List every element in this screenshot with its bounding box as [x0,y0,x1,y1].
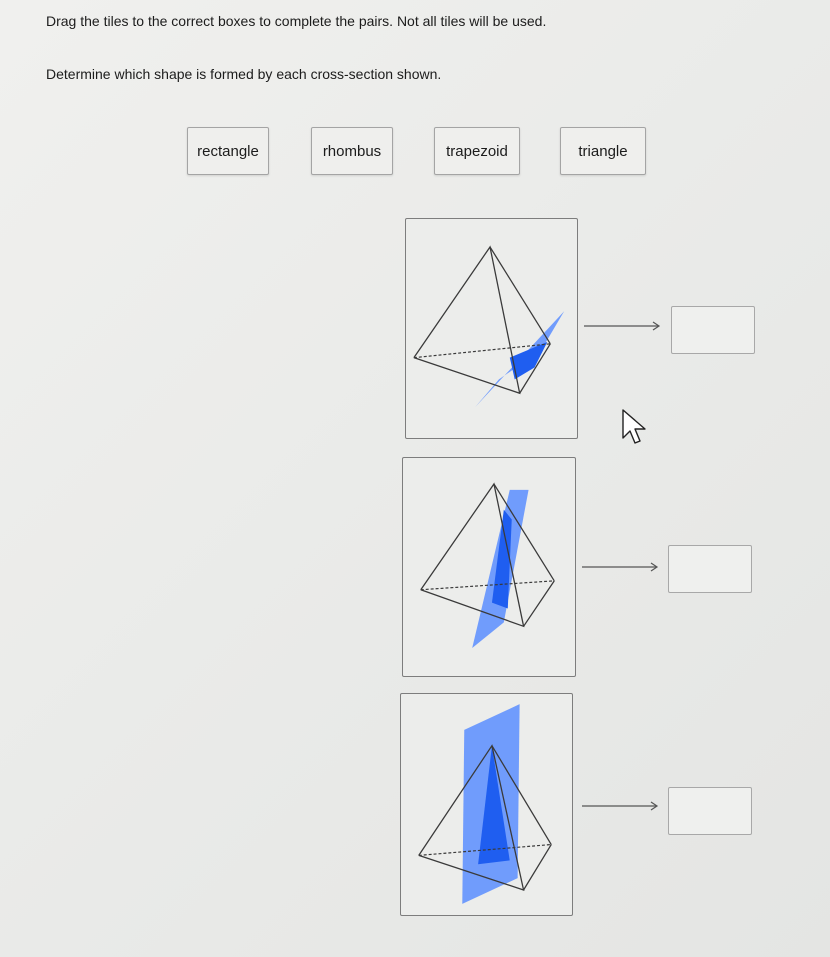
tile-trapezoid[interactable]: trapezoid [434,127,520,175]
cross-section-panel-1 [405,218,578,439]
pyramid-edge [490,247,550,344]
arrow-right-icon [584,320,664,332]
tile-rectangle[interactable]: rectangle [187,127,269,175]
cross-section-panel-2 [402,457,576,677]
tile-rhombus[interactable]: rhombus [311,127,393,175]
instruction-drag-tiles: Drag the tiles to the correct boxes to complete the pairs. Not all tiles will be used. [46,13,547,29]
mouse-pointer-icon [621,408,651,448]
pyramid-edge [524,581,555,626]
arrow-right-icon [582,561,662,573]
pyramid-edge [524,845,552,890]
drop-box-3[interactable] [668,787,752,835]
arrow-right-icon [582,800,662,812]
pyramid-figure-1 [406,219,577,438]
tile-triangle[interactable]: triangle [560,127,646,175]
pyramid-figure-2 [403,458,575,676]
drop-box-2[interactable] [668,545,752,593]
cross-section-panel-3 [400,693,573,916]
instruction-determine-shape: Determine which shape is formed by each cross-section shown. [46,66,442,82]
pyramid-figure-3 [401,694,572,915]
drop-box-1[interactable] [671,306,755,354]
